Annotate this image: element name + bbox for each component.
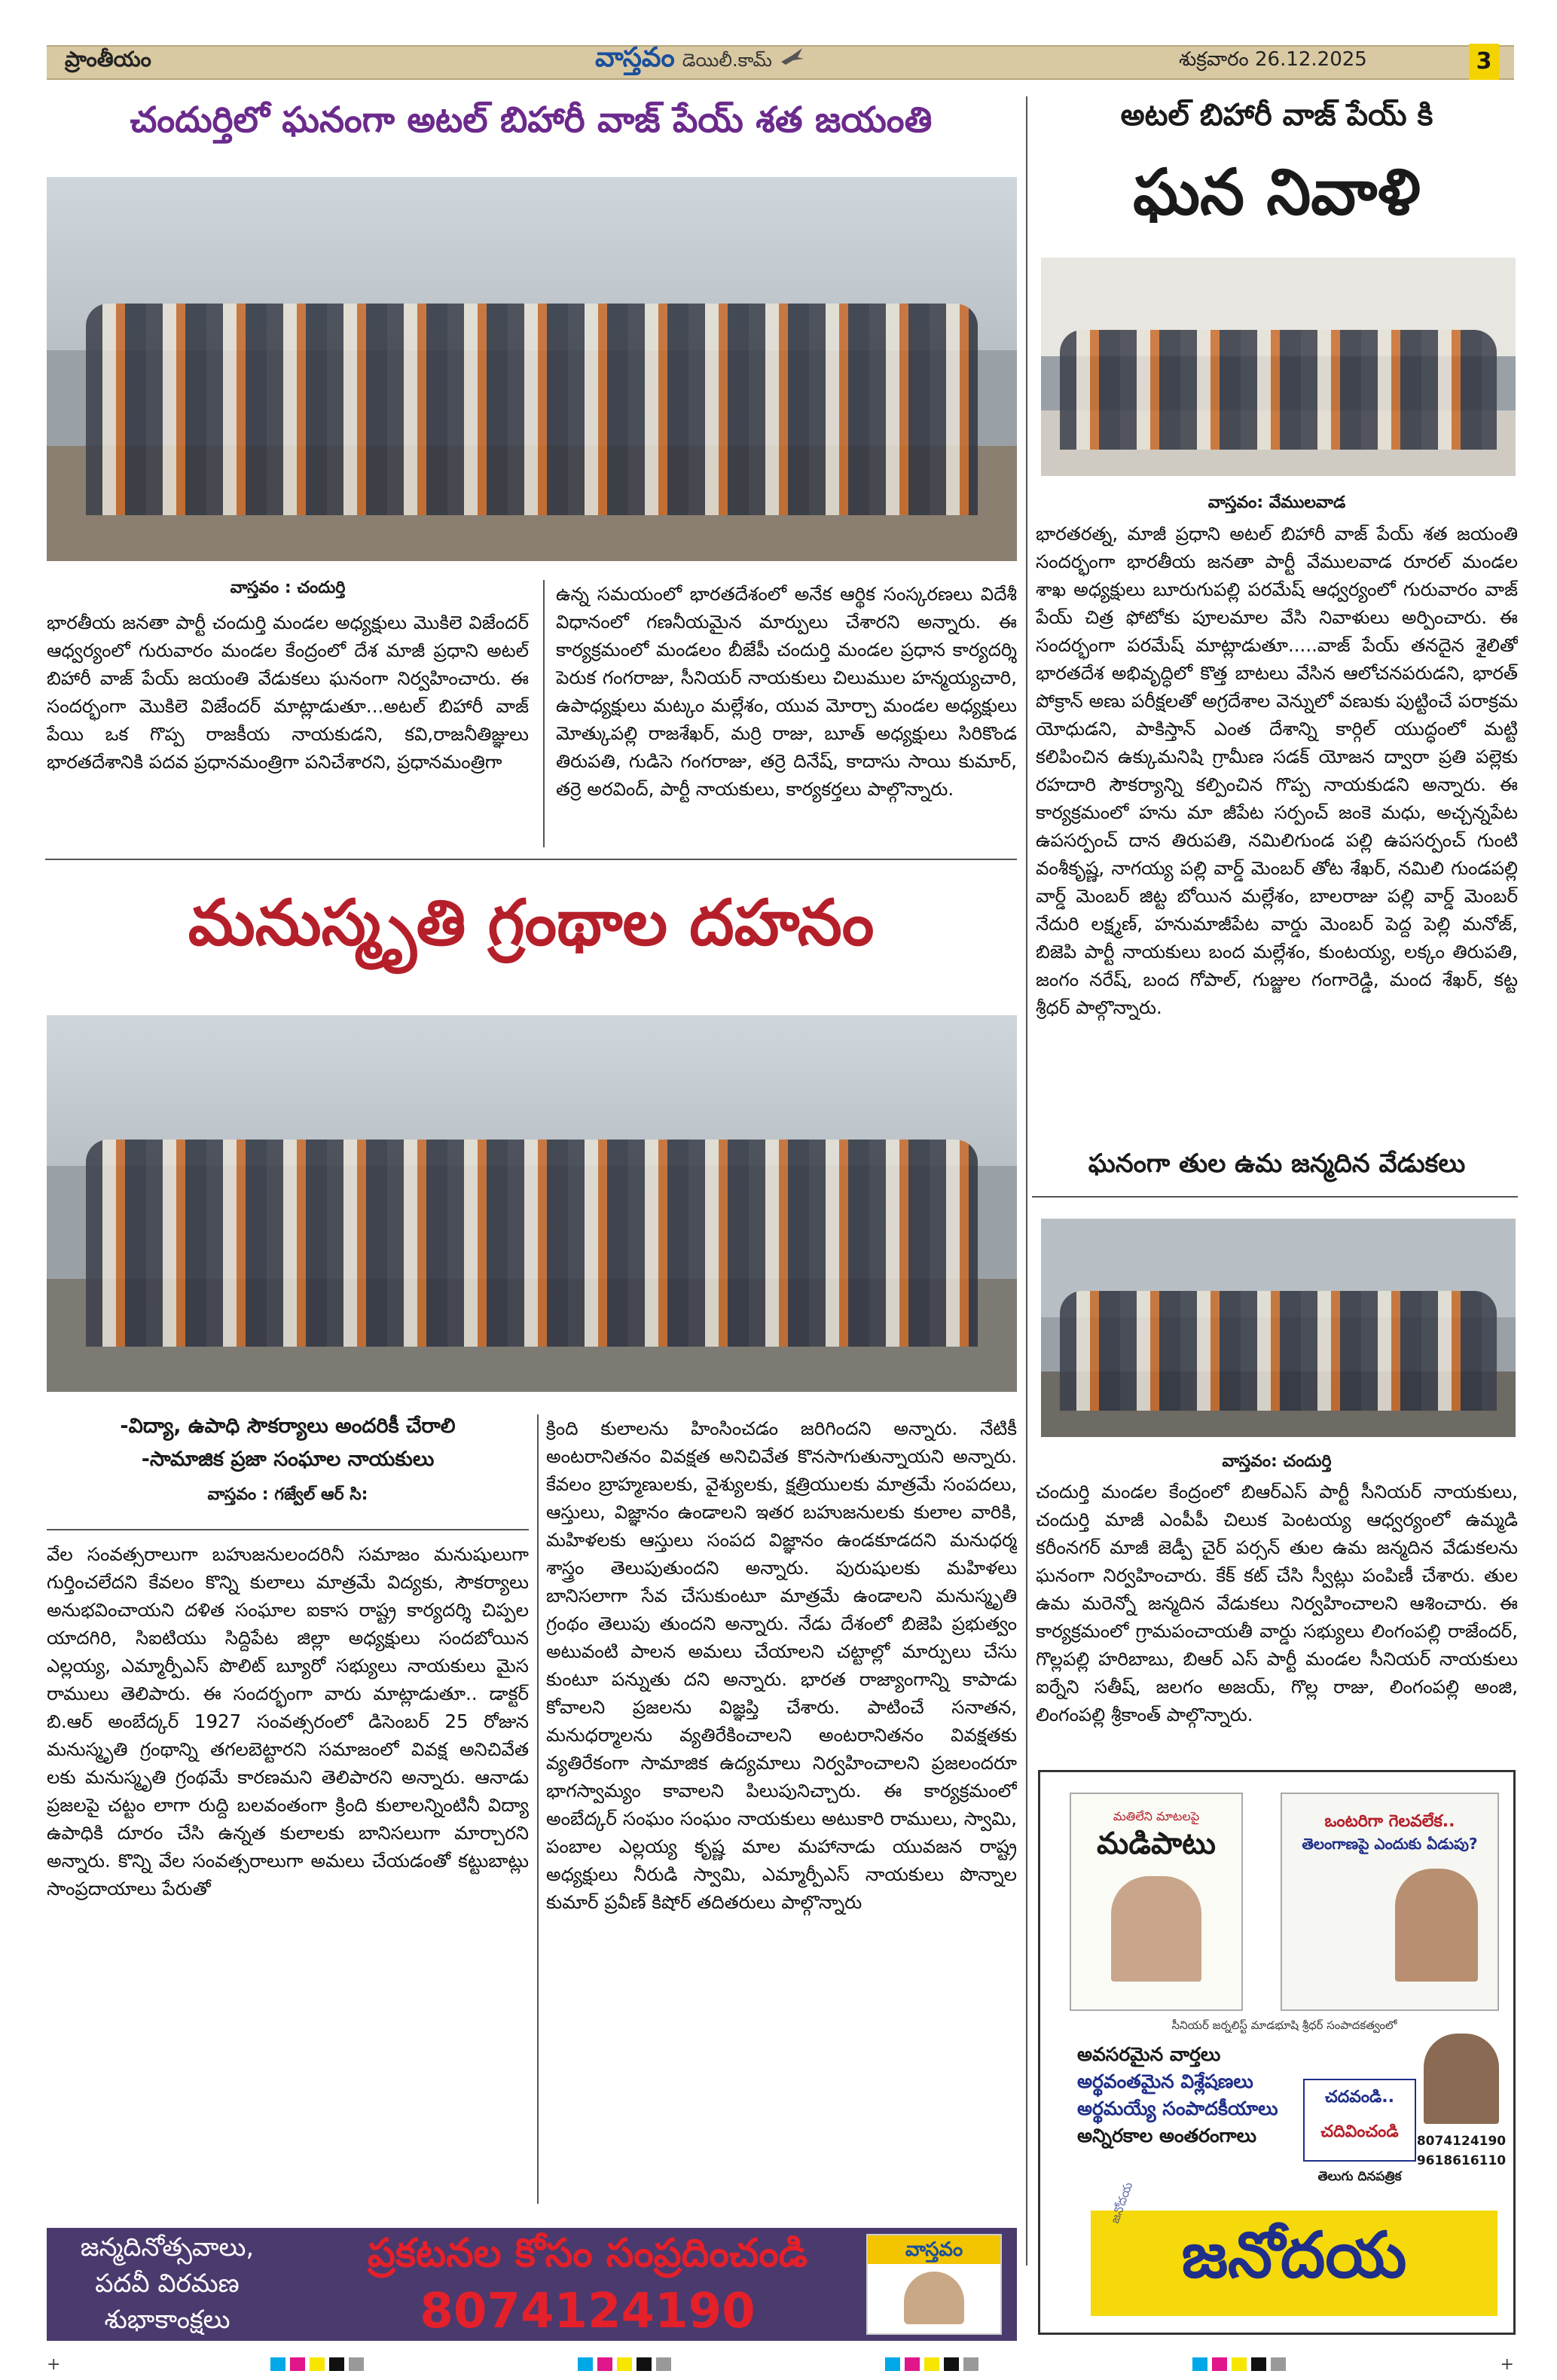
janodaya-feature-1: అవసరమైన వార్తలు: [1077, 2043, 1221, 2065]
story3-dateline: వాస్తవం : గజ్వేల్ ఆర్ సి:: [207, 1485, 368, 1504]
janodaya-small-label: జనోదయ: [1107, 2180, 1136, 2226]
print-registration-marks: [47, 2356, 1514, 2372]
story-divider-right: [1032, 1196, 1518, 1198]
color-bar: [1192, 2357, 1290, 2371]
janodaya-editor-line: సీనియర్ జర్నలిస్ట్ మాడభూషి శ్రీధర్ సంపాదకత్వంలో: [1171, 2018, 1397, 2032]
janodaya-features: [1077, 2041, 1296, 2150]
story4-body: చందుర్తి మండల కేంద్రంలో బిఆర్ఎస్ పార్టీ సీనియర్ నాయకులు, చందుర్తి మాజీ ఎంపీపీ చిలుక పెంటయ్య ఆధ్వర్యంలో ఉమ్మడి కరీంనగర్ మాజీ జెడ్పీ చైర్ పర్సన్ తుల ఉమ జన్మదిన వేడుకలను ఘనంగా నిర్వహించారు. కేక్ కట్ చేసి స్వీట్లు పంపిణీ చేశారు. తుల ఉమ మరెన్నో జన్మదిన వేడుకలు నిర్వహించాలని ఆశించారు. ఈ కార్యక్రమంలో గ్రామపంచాయతీ వార్డు సభ్యులు లింగంపల్లి రాజేందర్, గొల్లపల్లి హరిబాబు, బిఆర్ ఎస్ పార్టీ మండల సీనియర్ నాయకులు ఐర్నేని సతీష్, జలగం అజయ్, గొల్ల రాజు, లింగంపల్లి అంజి, లింగంపల్లి శ్రీకాంత్ పాల్గొన్నారు.: [1036, 1481, 1518, 1726]
story3-subhead1: -విద్యా, ఉపాధి సౌకర్యాలు అందరికీ చేరాలి: [120, 1414, 456, 1438]
ad-brand-portrait: [904, 2272, 964, 2324]
ad-phone[interactable]: 8074124190: [420, 2284, 756, 2339]
janodaya-thumb1-photo: [1111, 1876, 1201, 1982]
masthead-title: [595, 42, 805, 80]
story3-body-col2: క్రింది కులాలను హింసించడం జరిగిందని అన్నారు. నేటికీ అంటరానితనం వివక్షత అనిచివేత కొనసాగుతున్నాయని అన్నారు. కేవలం బ్రాహ్మణులకు, వైశ్యులకు, క్షత్రియులకు మాత్రమే సంపదలు, ఆస్తులు, విజ్ఞానం ఉండాలని ఇతర బహుజనులకు కులాల వారికి, మహిళలకు ఆస్తులు సంపద విజ్ఞానం ఉండకూడదని మనుధర్మ శాస్త్రం తెలుపుతుందని అన్నారు. పురుషులకు మహిళలు బానిసలాగా సేవ చేసుకుంటూ మాత్రమే ఉండాలని మనుస్మృతి గ్రంథం తెలుపు తుందని అన్నారు. నేడు దేశంలో బిజెపి ప్రభుత్వం అటువంటి పాలన అమలు చేయాలని చట్టాల్లో మార్పులు చేసు కుంటూ పన్నుతు దని అన్నారు. భారత రాజ్యాంగాన్ని కాపాడు కోవాలని ప్రజలను విజ్ఞప్తి చేశారు. పాటించే సనాతన, మనుధర్మాలను వ్యతిరేకించాలని అంటరానితనం వివక్షతకు వ్యతిరేకంగా సామాజిక ఉద్యమాలు నిర్వహించాలని ప్రజలందరూ భాగస్వామ్యం కావాలని పిలుపునిచ్చారు. ఈ కార్యక్రమంలో అంబేద్కర్ సంఘం సంఘం నాయకులు అటుకారి రాములు, స్వామి, పంబాల ఎల్లయ్య కృష్ణ మాల మహానాడు యువజన రాష్ట్ర అధ్యక్షులు నీరుడి స్వామి, ఎమ్మార్పీఎస్ నాయకులు పొన్నాల కుమార్ ప్రవీణ్ కిషోర్ తదితరులు పాల్గొన్నారు: [546, 1417, 1017, 1913]
janodaya-feature-2: అర్థవంతమైన విశ్లేషణలు: [1077, 2070, 1253, 2092]
janodaya-feature-3: అర్థమయ్యే సంపాదకీయాలు: [1077, 2098, 1278, 2119]
janodaya-thumb1-title: మడిపాటు: [1097, 1826, 1216, 1861]
ad-greeting-box: [47, 2228, 288, 2341]
janodaya-thumb2: [1281, 1793, 1499, 2011]
ad-greeting-line1: జన్మదినోత్సవాలు,: [80, 2232, 255, 2263]
janodaya-cta-read: చదవండి..: [1324, 2088, 1395, 2107]
story-divider: [45, 859, 1017, 860]
story2-body: భారతరత్న, మాజీ ప్రధాని అటల్ బిహారీ వాజ్ పేయ్ శత జయంతి సందర్భంగా భారతీయ జనతా పార్టీ వేములవాడ రూరల్ మండల శాఖ అధ్యక్షులు బూరుగుపల్లి పరమేష్ ఆధ్వర్యంలో గురువారం వాజ్ పేయ్ చిత్ర ఫోటోకు పూలమాల వేసి నివాళులు అర్పించారు. ఈ సందర్భంగా పరమేష్ మాట్లాడుతూ.....వాజ్ పేయ్ తనదైన శైలితో భారతదేశ అభివృద్ధిలో కొత్త బాటలు వేసిన ఆలోచనపరుడని, భారత్ పోక్రాన్ అణు పరీక్షలతో అగ్రదేశాల వెన్నులో వణుకు పుట్టించే పరాక్రమ యోధుడని, పాకిస్తాన్ ఎంత దేశాన్ని కార్గిల్ యుద్ధంలో మట్టి కలిపించిన ఉక్కుమనిషి గ్రామీణ సడక్ యోజన ద్వారా ప్రతి పల్లెకు రహదారి సౌకర్యాన్ని కల్పించిన గొప్ప నాయకుడని అన్నారు. ఈ కార్యక్రమంలో హను మా జీపేట సర్పంచ్ జంకె మధు, అచ్చన్నపేట ఉపసర్పంచ్ దాన తిరుపతి, నమిలిగుండ పల్లి ఉపసర్పంచ్ గుంటి వంశీకృష్ణ, నాగయ్య పల్లి వార్డ్ మెంబర్ తోట శేఖర్, నమిలి గుండపల్లి వార్డ్ మెంబర్ జిట్ట బోయిన మల్లేశం, బాలరాజు పల్లి వార్డ్ మెంబర్ నేదురి లక్ష్మణ్, హనుమాజీపేట వార్డు మెంబర్ పెద్ద పెల్లి మనోజ్, బిజెపి పార్టీ నాయకులు బంద మల్లేశం, కుంటయ్య, లక్కం తిరుపతి, జంగం నరేష్, బంద గోపాల్, గుజ్జుల గంగారెడ్డి, మంద శేఖర్, కట్ట శ్రీధర్ పాల్గొన్నారు.: [1036, 523, 1518, 1018]
janodaya-phone-1[interactable]: 8074124190: [1416, 2134, 1507, 2149]
masthead-website: డెయిలీ.కామ్: [682, 50, 772, 71]
story4-headline: ఘనంగా తుల ఉమ జన్మదిన వేడుకలు: [1088, 1149, 1466, 1179]
story2-headline-main: ఘన నివాళి: [1133, 155, 1421, 229]
janodaya-tagline: తెలుగు దినపత్రిక: [1317, 2169, 1402, 2184]
janodaya-editor-portrait: [1424, 2034, 1499, 2124]
janodaya-cta-share: చదివించండి: [1320, 2122, 1399, 2141]
story3-body-col1: వేల సంవత్సరాలుగా బహుజనులందరినీ సమాజం మనుషులుగా గుర్తించలేదని కేవలం కొన్ని కులాలు మాత్రమే విద్యకు, సౌకర్యాలు అనుభవించాయని దళిత సంఘాల ఐకాస రాష్ట్ర కార్యదర్శి చిప్పల యాదగిరి, సిఐటియు సిద్దిపేట జిల్లా అధ్యక్షులు సందబోయిన ఎల్లయ్య, ఎమ్మార్పీఎస్ పొలిట్ బ్యూరో సభ్యులు నాయకులు మైస రాములు తెలిపారు. ఈ సందర్భంగా వారు మాట్లాడుతూ.. డాక్టర్ బి.ఆర్ అంబేద్కర్ 1927 సంవత్సరంలో డిసెంబర్ 25 రోజున మనుస్మృతి గ్రంథాన్ని తగలబెట్టారని సమాజంలో వివక్ష అనిచివేత లకు మనుస్మృతి గ్రంథమే కారణమని తెలిపారని అన్నారు. ఆనాడు ప్రజలపై చట్టం లాగా రుద్ది బలవంతంగా క్రింది కులాలన్నింటినీ విద్యా ఉపాధికి దూరం చేసి ఉన్నత కులాలకు బానిసలుగా మార్చారని అన్నారు. కొన్ని వేల సంవత్సరాలుగా అమలు చేయడంతో కట్టుబాట్లు సాంప్రదాయాలు పేరుతో: [47, 1543, 529, 1899]
story3-subhead2: -సామాజిక ప్రజా సంఘాల నాయకులు: [141, 1448, 435, 1471]
column-rule-2: [537, 1414, 539, 2204]
janodaya-masthead: జనోదయ: [1181, 2218, 1407, 2292]
janodaya-phone-2[interactable]: 9618616110: [1416, 2153, 1507, 2168]
story1-dateline: వాస్తవం : చందుర్తి: [230, 578, 346, 597]
crosshair-icon: +: [47, 2354, 61, 2374]
ad-greeting-line3: శుభాకాంక్షలు: [104, 2305, 230, 2335]
story2-dateline: వాస్తవం: వేములవాడ: [1207, 493, 1346, 512]
story1-body-col2: ఉన్న సమయంలో భారతదేశంలో అనేక ఆర్థిక సంస్కరణలు విదేశీ విధానంలో గణనీయమైన మార్పులు చేశారని అన్నారు. ఈ కార్యక్రమంలో మండలం బీజేపీ చందుర్తి మండల ప్రధాన కార్యదర్శి పెరుక గంగరాజు, సీనియర్ నాయకులు చిలుముల హన్మయ్యచారి, ఉపాధ్యక్షులు మట్కం మల్లేశం, యువ మోర్చా మండల అధ్యక్షులు మోత్కుపల్లి రాజశేఖర్, మర్రి రాజు, బూత్ అధ్యక్షులు సిరికొండ తిరుపతి, గుడిసె గంగరాజు, తర్రె దినేష్, కాదాసు సాయి కుమార్, తర్రె అరవింద్, పార్టీ నాయకులు, కార్యకర్తలు పాల్గొన్నారు.: [556, 583, 1017, 800]
section-label: ప్రాంతీయం: [65, 47, 151, 72]
column-rule: [543, 580, 545, 847]
ad-brand-name: వాస్తవం: [868, 2235, 1000, 2264]
janodaya-thumb2-kicker: ఒంటరిగా గెలవలేక..: [1324, 1812, 1455, 1831]
bird-icon: [780, 47, 805, 66]
story4-dateline: వాస్తవం: చందుర్తి: [1222, 1452, 1332, 1471]
story1-headline: చందుర్తిలో ఘనంగా అటల్ బిహారీ వాజ్ పేయ్ శత జయంతి: [130, 99, 933, 141]
story2-headline-top: అటల్ బిహారీ వాజ్ పేయ్ కి: [1120, 98, 1433, 133]
story1-photo: [47, 177, 1017, 561]
page-number: 3: [1469, 44, 1499, 80]
issue-date: శుక్రవారం 26.12.2025: [1179, 48, 1367, 71]
story3-headline: మనుస్మృతి గ్రంథాల దహనం: [188, 886, 875, 960]
ad-headline: ప్రకటనల కోసం సంప్రదించండి: [367, 2231, 808, 2276]
janodaya-phones[interactable]: [1416, 2131, 1507, 2171]
janodaya-thumb1: [1070, 1793, 1243, 2011]
janodaya-thumb1-kicker: మతిలేని మాటలపై: [1113, 1809, 1200, 1823]
story3-subhead-rule: [47, 1529, 529, 1530]
ad-brand-thumb: [866, 2234, 1002, 2335]
color-bar: [885, 2357, 983, 2371]
story3-photo: [47, 1015, 1017, 1392]
right-column-rule: [1026, 96, 1027, 2266]
color-bar: [578, 2357, 676, 2371]
story4-photo: [1041, 1219, 1516, 1437]
janodaya-feature-4: అన్నిరకాల అంతరంగాలు: [1077, 2125, 1257, 2147]
story2-photo: [1041, 258, 1516, 476]
crosshair-icon: +: [1500, 2354, 1514, 2374]
color-bar: [270, 2357, 368, 2371]
masthead-name: వాస్తవం: [595, 42, 675, 73]
janodaya-cta-box[interactable]: [1303, 2079, 1416, 2162]
janodaya-thumb2-photo: [1395, 1869, 1478, 1982]
janodaya-thumb2-title: తెలంగాణపై ఎందుకు ఏడుపు?: [1302, 1835, 1478, 1853]
ad-greeting-line2: పదవీ విరమణ: [95, 2269, 240, 2299]
story1-body-col1: భారతీయ జనతా పార్టీ చందుర్తి మండల అధ్యక్షులు మొకిలె విజేందర్ ఆధ్వర్యంలో గురువారం మండల కేంద్రంలో దేశ మాజీ ప్రధాని అటల్ బిహారీ వాజ్ పేయ్ జయంతి వేడుకలు ఘనంగా నిర్వహించారు. ఈ సందర్భంగా మొకిలె విజేందర్ మాట్లాడుతూ...అటల్ బిహారీ వాజ్ పేయి ఒక గొప్ప రాజకీయ నాయకుడని, కవి,రాజనీతిజ్ఞులు భారతదేశానికి పదవ ప్రధానమంత్రిగా పనిచేశారని, ప్రధానమంత్రిగా: [47, 612, 529, 773]
